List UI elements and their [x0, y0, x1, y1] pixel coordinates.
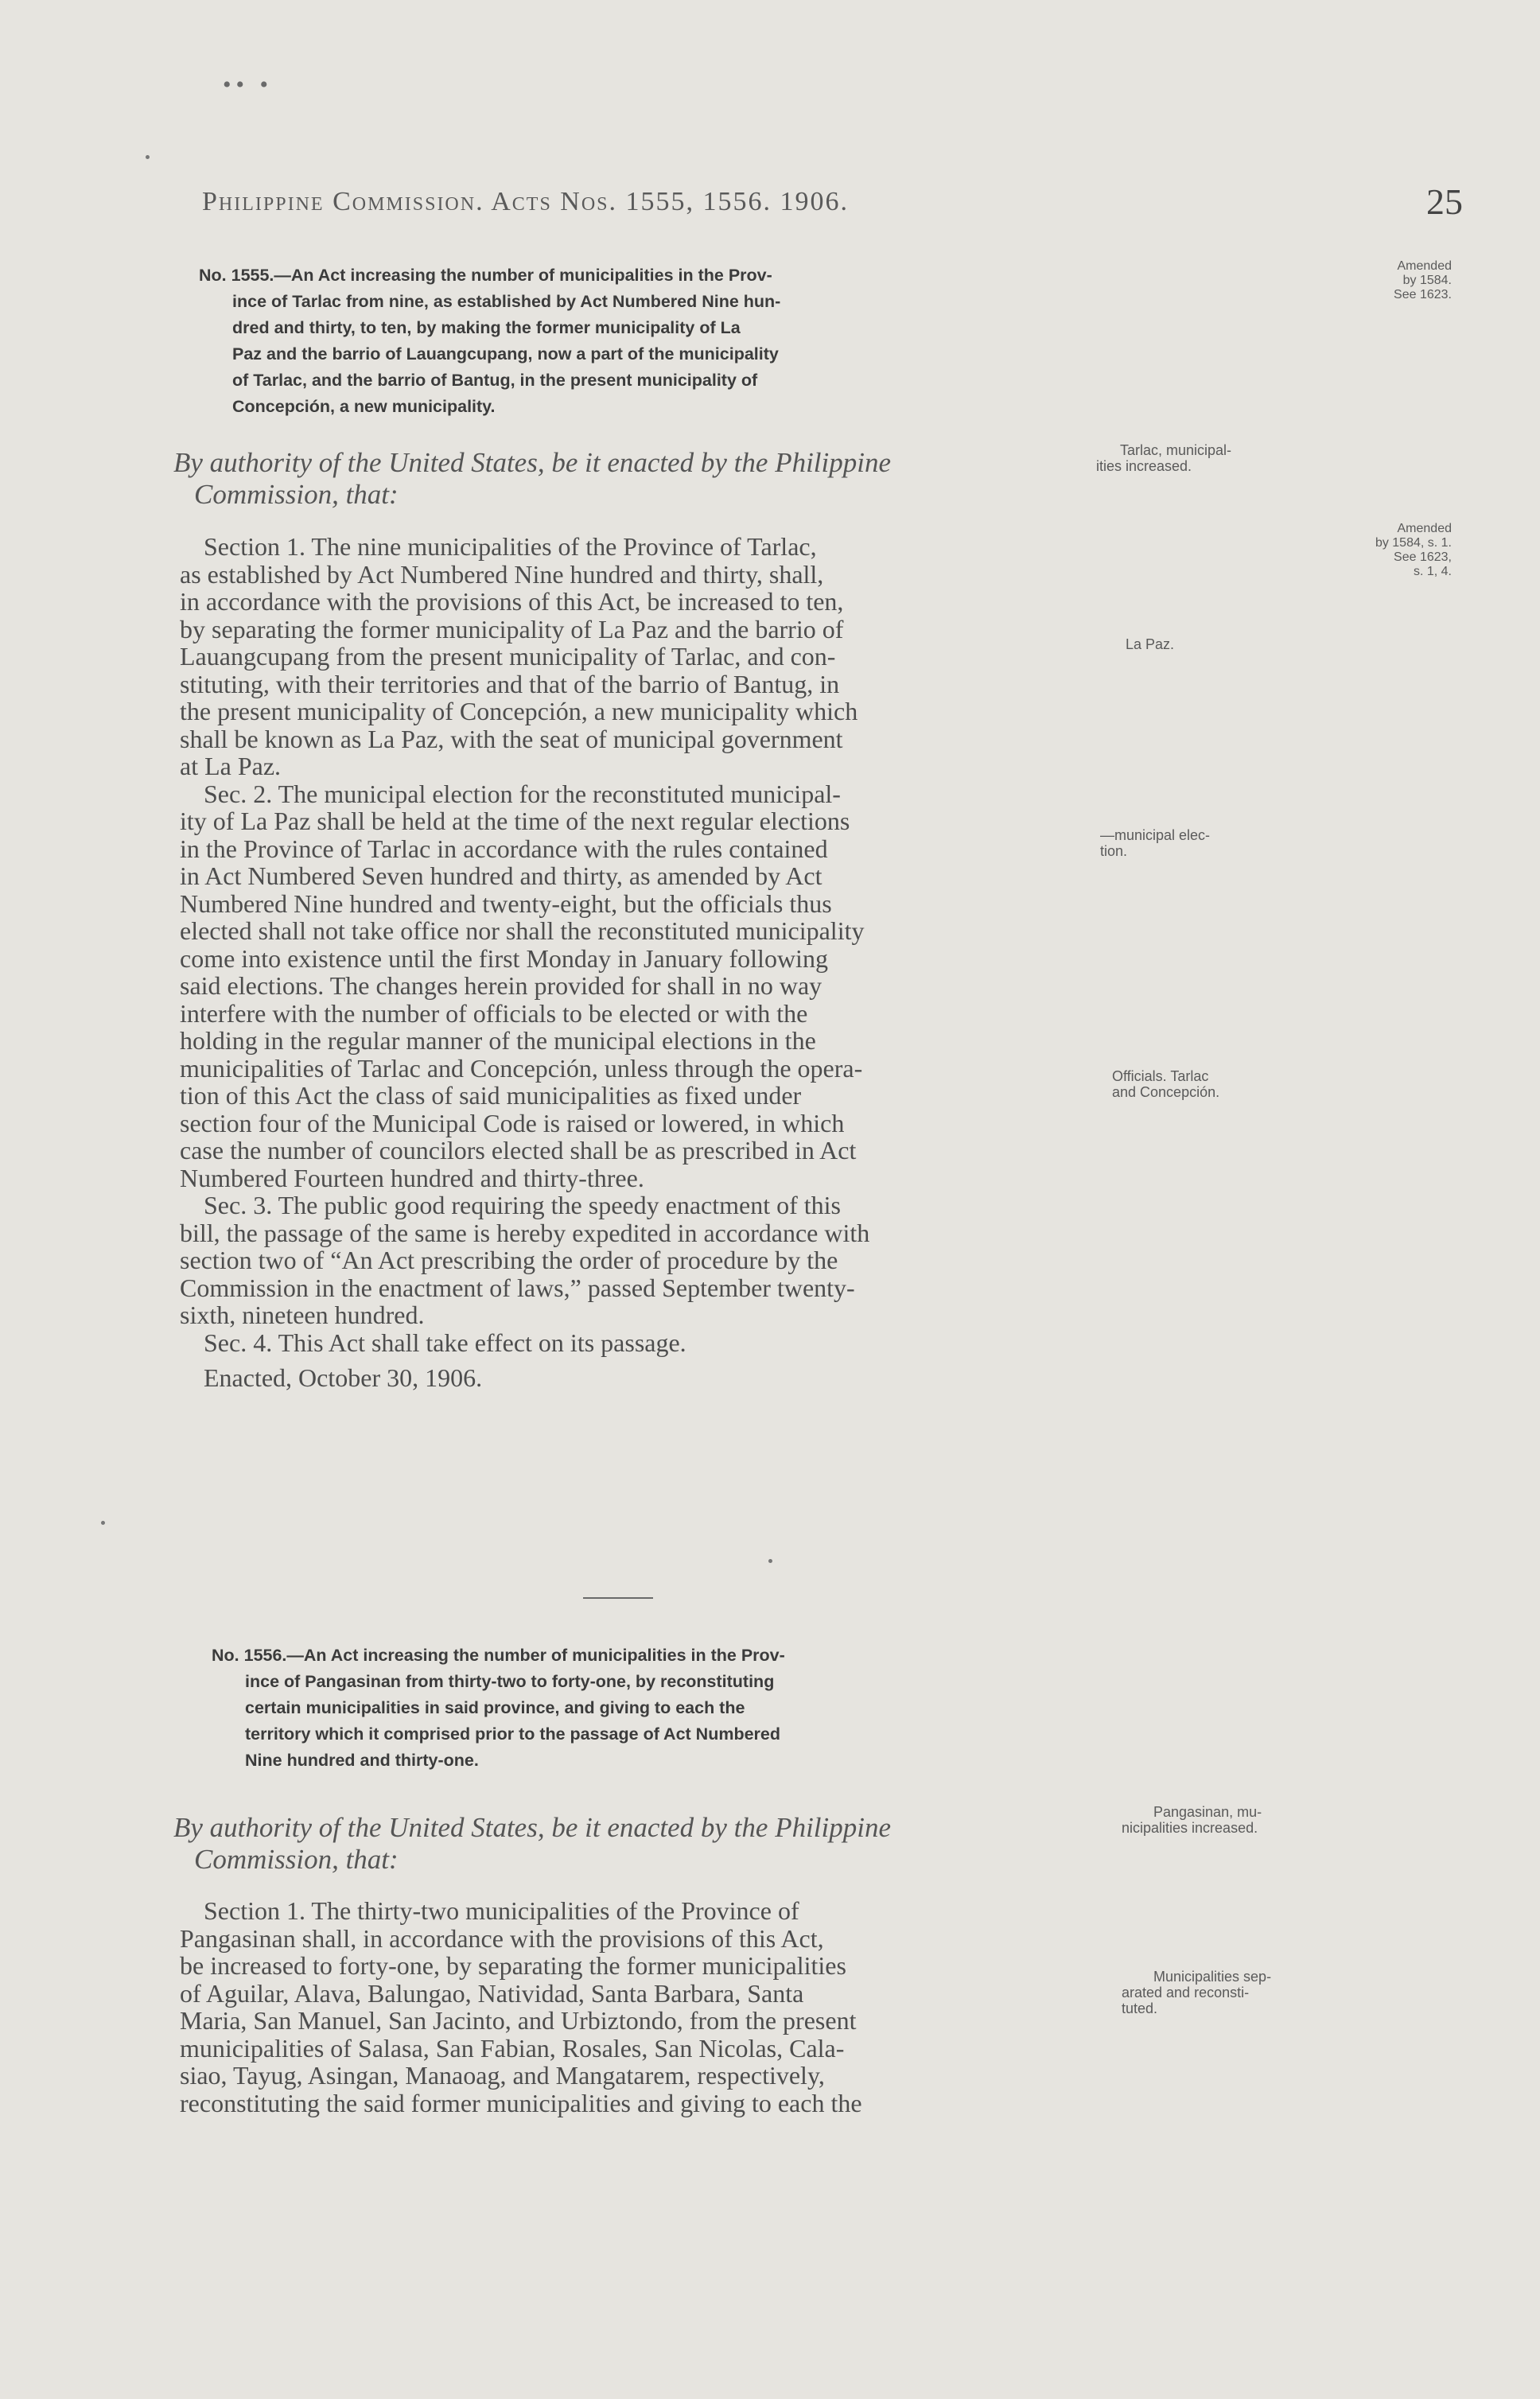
note-line: arated and reconsti-: [1122, 1985, 1250, 2000]
running-head: Philippine Commission. Acts Nos. 1555, 1556. 1906.: [202, 187, 850, 216]
body-line: Pangasinan shall, in accordance with the provisions of this Act,: [180, 1923, 824, 1953]
margin-note-amended: [1316, 259, 1452, 302]
enacting-line: Commission, that:: [194, 479, 399, 510]
note-line: tion.: [1100, 843, 1128, 859]
body-line: section four of the Municipal Code is raised or lowered, in which: [180, 1108, 845, 1137]
title-line: Concepción, a new municipality.: [232, 397, 496, 416]
body-line: interfere with the number of officials to be elected or with the: [180, 998, 808, 1028]
note-line: by 1584.: [1402, 274, 1452, 287]
margin-note-tarlac: [1096, 442, 1335, 474]
body-line: at La Paz.: [180, 752, 282, 780]
title-line: ince of Tarlac from nine, as established by Act Numbered Nine hun-: [232, 292, 781, 311]
body-line: of Aguilar, Alava, Balungao, Natividad, Santa Barbara, Santa: [180, 1978, 804, 2008]
note-line: s. 1, 4.: [1413, 565, 1452, 578]
body-line: Maria, San Manuel, San Jacinto, and Urbiztondo, from the present: [180, 2006, 857, 2035]
page-number: 25: [1426, 181, 1463, 222]
body-line: Lauangcupang from the present municipality of Tarlac, and con-: [180, 642, 836, 671]
act-1555-body: [180, 533, 1093, 1392]
body-line: stituting, with their territories and that of the barrio of Bantug, in: [180, 669, 840, 698]
body-line: Numbered Fourteen hundred and thirty-three.: [180, 1163, 644, 1192]
enacting-clause-1556: [173, 1812, 1104, 1876]
scan-speck: [146, 155, 150, 159]
body-line: Sec. 2. The municipal election for the reconstituted municipal-: [204, 779, 841, 808]
body-line: in the Province of Tarlac in accordance with the rules contained: [180, 834, 828, 863]
note-line: Amended: [1397, 522, 1452, 535]
act-1556-title: [212, 1643, 1102, 1774]
title-line: Paz and the barrio of Lauangcupang, now a part of the municipality: [232, 344, 779, 364]
title-line: certain municipalities in said province, and giving to each the: [245, 1698, 745, 1717]
body-line: Section 1. The thirty-two municipalities of the Province of: [204, 1896, 799, 1925]
body-line: ity of La Paz shall be held at the time of the next regular elections: [180, 807, 850, 835]
title-line: dred and thirty, to ten, by making the former municipality of La: [232, 318, 741, 337]
body-line: as established by Act Numbered Nine hundred and thirty, shall,: [180, 559, 824, 589]
title-line: No. 1556.—An Act increasing the number of municipalities in the Prov-: [212, 1646, 785, 1665]
enacting-line: Commission, that:: [194, 1844, 399, 1875]
note-line: See 1623,: [1394, 550, 1452, 564]
body-line: in Act Numbered Seven hundred and thirty, as amended by Act: [180, 861, 822, 890]
running-header: [202, 181, 1463, 231]
top-marks: •• •: [223, 72, 274, 98]
section-divider: [583, 1597, 653, 1599]
body-line: said elections. The changes herein provided for shall in no way: [180, 971, 822, 1000]
margin-note-officials: [1112, 1068, 1351, 1100]
body-line: sixth, nineteen hundred.: [180, 1301, 425, 1329]
note-line: La Paz.: [1126, 636, 1175, 652]
body-line: bill, the passage of the same is hereby expedited in accordance with: [180, 1218, 870, 1247]
note-line: See 1623.: [1394, 288, 1452, 301]
body-line: case the number of councilors elected shall be as prescribed in Act: [180, 1136, 857, 1165]
scan-speck: [768, 1559, 772, 1563]
margin-note-pangasinan: [1122, 1804, 1376, 1836]
title-line: of Tarlac, and the barrio of Bantug, in the present municipality of: [232, 371, 758, 390]
body-line: be increased to forty-one, by separating the former municipalities: [180, 1951, 846, 1980]
note-line: by 1584, s. 1.: [1375, 536, 1452, 550]
act-1556-body: [180, 1897, 1093, 2117]
enacting-line: By authority of the United States, be it enacted by the Philippine: [173, 1812, 892, 1843]
title-line: No. 1555.—An Act increasing the number of municipalities in the Prov-: [199, 266, 772, 285]
body-line: by separating the former municipality of La Paz and the barrio of: [180, 614, 844, 643]
margin-note-la-paz: [1126, 636, 1245, 652]
body-line: elected shall not take office nor shall the reconstituted municipality: [180, 916, 865, 945]
body-line: Commission in the enactment of laws,” passed September twenty-: [180, 1273, 855, 1302]
body-line: municipalities of Tarlac and Concepción, unless through the opera-: [180, 1053, 863, 1083]
body-line: come into existence until the first Monday in January following: [180, 943, 828, 973]
body-line: shall be known as La Paz, with the seat of municipal government: [180, 724, 843, 753]
scan-speck: [101, 1521, 105, 1525]
note-line: ities increased.: [1096, 458, 1192, 474]
note-line: tuted.: [1122, 2000, 1158, 2016]
note-line: Municipalities sep-: [1153, 1969, 1272, 1985]
note-line: Amended: [1397, 259, 1452, 273]
body-line: section two of “An Act prescribing the order of procedure by the: [180, 1246, 838, 1274]
body-line: Numbered Nine hundred and twenty-eight, but the officials thus: [180, 888, 832, 918]
enacted-date: Enacted, October 30, 1906.: [204, 1363, 483, 1392]
note-line: nicipalities increased.: [1122, 1820, 1258, 1836]
body-line: Sec. 3. The public good requiring the speedy enactment of this: [204, 1191, 841, 1219]
enacting-clause-1555: [173, 447, 1104, 511]
margin-note-amended-sec1: [1316, 522, 1452, 579]
title-line: territory which it comprised prior to the passage of Act Numbered: [245, 1724, 780, 1744]
body-line: Sec. 4. This Act shall take effect on its passage.: [204, 1328, 686, 1357]
body-line: siao, Tayug, Asingan, Manaoag, and Mangatarem, respectively,: [180, 2061, 825, 2090]
enacting-line: By authority of the United States, be it enacted by the Philippine: [173, 447, 892, 478]
margin-note-election: [1100, 827, 1307, 859]
body-line: the present municipality of Concepción, a new municipality which: [180, 697, 858, 725]
body-line: holding in the regular manner of the municipal elections in the: [180, 1026, 816, 1055]
body-line: tion of this Act the class of said municipalities as fixed under: [180, 1081, 802, 1110]
margin-note-separated: [1122, 1969, 1376, 2016]
title-line: ince of Pangasinan from thirty-two to forty-one, by reconstituting: [245, 1672, 775, 1691]
body-line: municipalities of Salasa, San Fabian, Rosales, San Nicolas, Cala-: [180, 2033, 845, 2063]
note-line: Tarlac, municipal-: [1120, 442, 1232, 458]
note-line: and Concepción.: [1112, 1084, 1220, 1100]
act-1555-title: [199, 262, 1106, 420]
body-line: in accordance with the provisions of this Act, be increased to ten,: [180, 587, 844, 616]
note-line: Pangasinan, mu-: [1153, 1804, 1262, 1820]
note-line: —municipal elec-: [1100, 827, 1211, 843]
body-line: reconstituting the said former municipalities and giving to each the: [180, 2088, 862, 2117]
title-line: Nine hundred and thirty-one.: [245, 1751, 479, 1770]
note-line: Officials. Tarlac: [1112, 1068, 1209, 1084]
body-line: Section 1. The nine municipalities of the Province of Tarlac,: [204, 532, 817, 561]
